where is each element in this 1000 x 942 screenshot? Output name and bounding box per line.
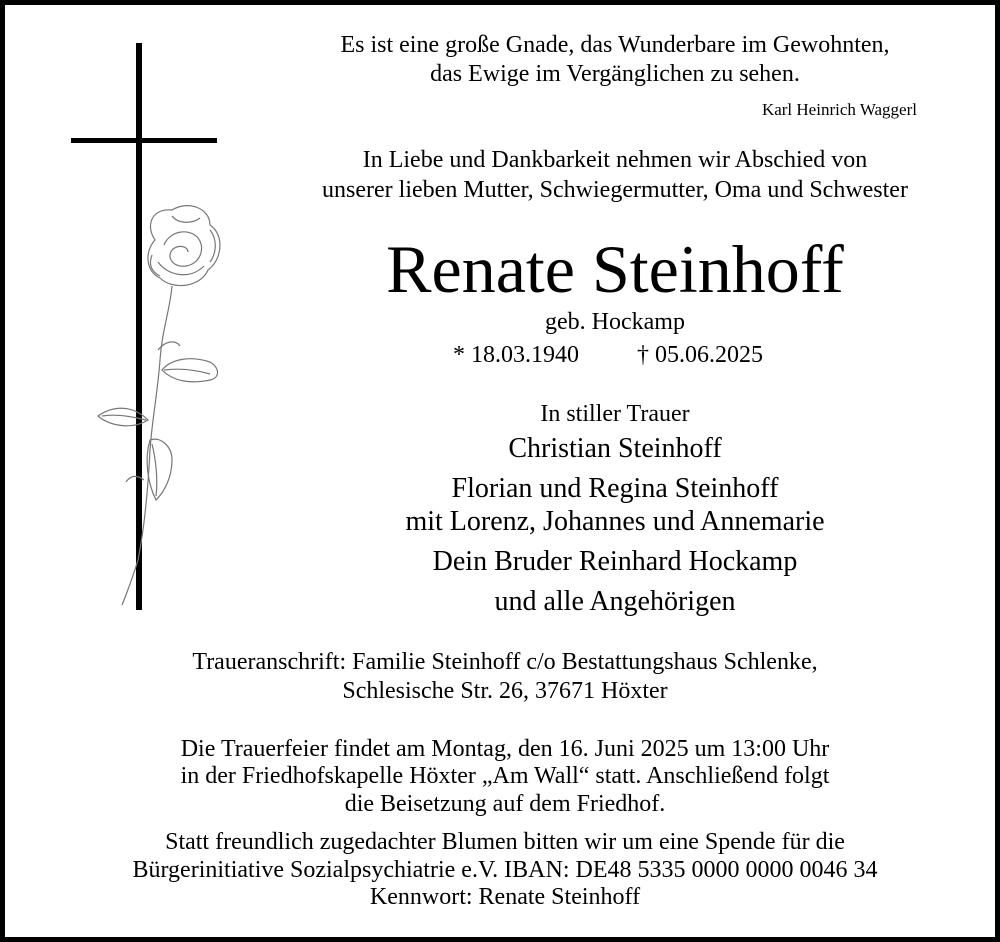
death-date: † 05.06.2025 [637, 342, 763, 368]
address-line-1: Traueranschrift: Familie Steinhoff c/o Bestattungshaus Schlenke, [192, 649, 818, 675]
deceased-maiden-name: geb. Hockamp [545, 309, 685, 335]
mourner-name: Christian Steinhoff [508, 433, 722, 464]
mourner-name: mit Lorenz, Johannes und Annemarie [405, 506, 825, 537]
donation-line-3: Kennwort: Renate Steinhoff [369, 884, 641, 910]
ceremony-line-3: die Beisetzung auf dem Friedhof. [344, 791, 666, 817]
birth-date: * 18.03.1940 [453, 342, 579, 368]
ceremony-line-1: Die Trauerfeier findet am Montag, den 16. Juni 2025 um 13:00 Uhr [180, 736, 830, 762]
intro-line-1: In Liebe und Dankbarkeit nehmen wir Abschied von [362, 147, 868, 173]
donation-line-2: Bürgerinitiative Sozialpsychiatrie e.V. IBAN: DE48 5335 0000 0000 0046 34 [132, 857, 878, 883]
address-line-2: Schlesische Str. 26, 37671 Höxter [342, 678, 668, 704]
mourner-name: und alle Angehörigen [494, 586, 736, 617]
intro-line-2: unserer lieben Mutter, Schwiegermutter, Oma und Schwester [322, 177, 908, 203]
deceased-name: Renate Steinhoff [386, 231, 844, 307]
mourning-heading: In stiller Trauer [540, 401, 690, 427]
ceremony-line-2: in der Friedhofskapelle Höxter „Am Wall“ statt. Anschließend folgt [180, 763, 830, 789]
mourner-name: Florian und Regina Steinhoff [451, 473, 779, 504]
quote-author: Karl Heinrich Waggerl [761, 100, 917, 119]
quote-line-1: Es ist eine große Gnade, das Wunderbare im Gewohnten, [340, 32, 890, 58]
cross-with-rose-icon [60, 40, 250, 620]
quote-line-2: das Ewige im Vergänglichen zu sehen. [430, 61, 800, 87]
donation-line-1: Statt freundlich zugedachter Blumen bitten wir um eine Spende für die [165, 829, 845, 855]
mourner-name: Dein Bruder Reinhard Hockamp [432, 546, 798, 577]
